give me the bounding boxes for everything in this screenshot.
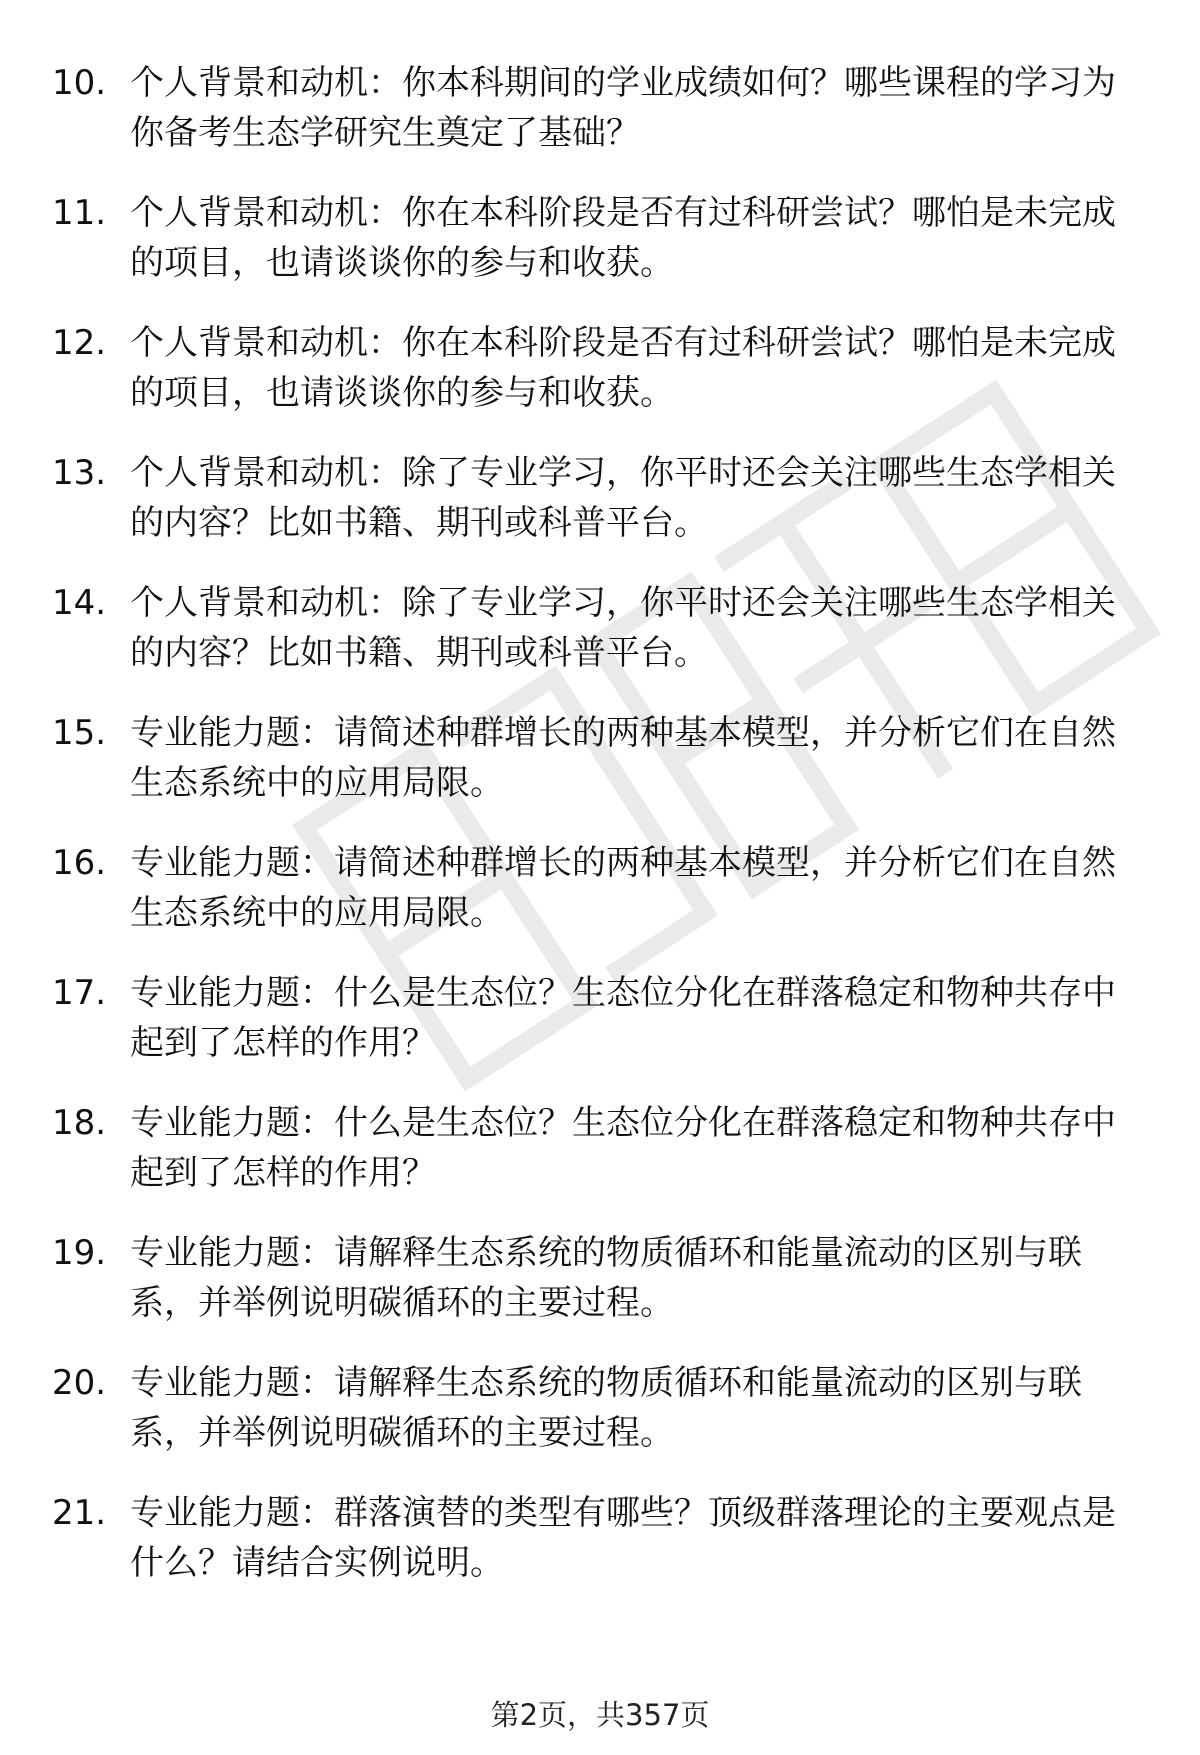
list-item (52, 1228, 1152, 1358)
question-number: 14. (52, 583, 107, 623)
question-text: 专业能力题：什么是生态位？生态位分化在群落稳定和物种共存中起到了怎样的作用？ (130, 1103, 1116, 1193)
question-number: 19. (52, 1233, 107, 1273)
list-item (52, 188, 1152, 318)
question-number: 12. (52, 323, 107, 363)
list-item (52, 58, 1152, 188)
question-text: 专业能力题：请简述种群增长的两种基本模型，并分析它们在自然生态系统中的应用局限。 (130, 713, 1116, 803)
question-text: 个人背景和动机：你在本科阶段是否有过科研尝试？哪怕是未完成的项目，也请谈谈你的参与和收获。 (130, 193, 1116, 283)
question-number: 20. (52, 1363, 107, 1403)
list-item (52, 318, 1152, 448)
page-number-text: 第2页，共357页 (490, 1698, 710, 1732)
question-number: 18. (52, 1103, 107, 1143)
list-item (52, 968, 1152, 1098)
question-number: 11. (52, 193, 107, 233)
list-item (52, 1358, 1152, 1488)
question-text: 个人背景和动机：除了专业学习，你平时还会关注哪些生态学相关的内容？比如书籍、期刊或科普平台。 (130, 453, 1116, 543)
question-number: 17. (52, 973, 107, 1013)
question-text: 个人背景和动机：除了专业学习，你平时还会关注哪些生态学相关的内容？比如书籍、期刊或科普平台。 (130, 583, 1116, 673)
question-text: 专业能力题：请解释生态系统的物质循环和能量流动的区别与联系，并举例说明碳循环的主要过程。 (130, 1363, 1082, 1453)
list-item (52, 708, 1152, 838)
question-number: 16. (52, 843, 107, 883)
question-number: 15. (52, 713, 107, 753)
question-number: 21. (52, 1493, 107, 1533)
question-text: 专业能力题：请简述种群增长的两种基本模型，并分析它们在自然生态系统中的应用局限。 (130, 843, 1116, 933)
question-text: 个人背景和动机：你在本科阶段是否有过科研尝试？哪怕是未完成的项目，也请谈谈你的参与和收获。 (130, 323, 1116, 413)
question-number: 10. (52, 63, 107, 103)
question-text: 专业能力题：请解释生态系统的物质循环和能量流动的区别与联系，并举例说明碳循环的主要过程。 (130, 1233, 1082, 1323)
question-text: 个人背景和动机：你本科期间的学业成绩如何？哪些课程的学习为你备考生态学研究生奠定了基础？ (130, 63, 1116, 153)
list-item (52, 838, 1152, 968)
question-text: 专业能力题：什么是生态位？生态位分化在群落稳定和物种共存中起到了怎样的作用？ (130, 973, 1116, 1063)
question-text: 专业能力题：群落演替的类型有哪些？顶级群落理论的主要观点是什么？请结合实例说明。 (130, 1493, 1116, 1583)
question-number: 13. (52, 453, 107, 493)
question-list (52, 58, 1152, 1618)
list-item (52, 1488, 1152, 1618)
list-item (52, 1098, 1152, 1228)
list-item (52, 578, 1152, 708)
page-footer (0, 1695, 1200, 1735)
list-item (52, 448, 1152, 578)
